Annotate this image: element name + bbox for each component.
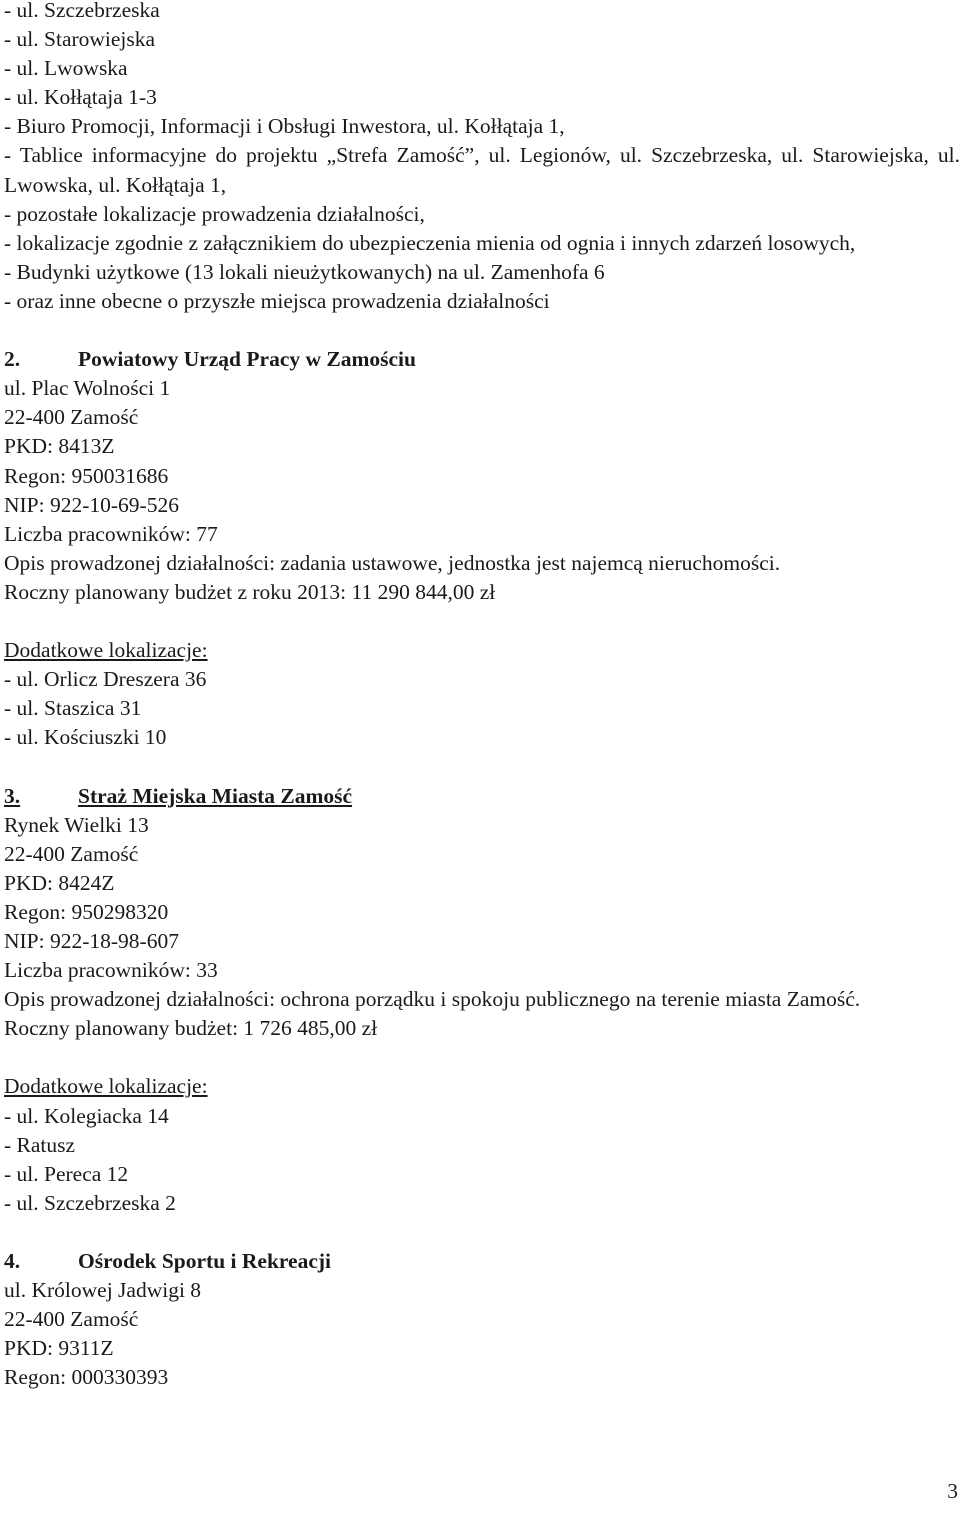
nip: NIP: 922-18-98-607 [4, 929, 179, 953]
intro-line: - ul. Starowiejska [4, 27, 156, 52]
section-straz-miejska [4, 782, 960, 1218]
section-number: 4. [4, 1249, 21, 1274]
pkd: PKD: 9311Z [4, 1336, 114, 1361]
nip: NIP: 922-10-69-526 [4, 492, 179, 517]
intro-line: - ul. Lwowska [4, 56, 128, 81]
section-heading [4, 345, 960, 374]
employees: Liczba pracowników: 77 [4, 521, 218, 546]
city: 22-400 Zamość [4, 405, 139, 430]
regon: Regon: 950298320 [4, 899, 169, 924]
budget: Roczny planowany budżet: 1 726 485,00 zł [4, 1016, 378, 1041]
section-osrodek-sportu [4, 1247, 960, 1392]
section-number: 3. [4, 783, 21, 808]
intro-line: - pozostałe lokalizacje prowadzenia działalności, [4, 201, 425, 226]
document-page [4, 0, 960, 1393]
extra-locations-label: Dodatkowe lokalizacje: [4, 638, 208, 663]
intro-line: - ul. Kołłątaja 1-3 [4, 85, 157, 110]
extra-location: - ul. Orlicz Dreszera 36 [4, 667, 207, 692]
description: Opis prowadzonej działalności: zadania ustawowe, jednostka jest najemcą nieruchomości. [4, 550, 781, 575]
page-number: 3 [947, 1479, 958, 1503]
address: Rynek Wielki 13 [4, 812, 149, 837]
extra-location: - ul. Kościuszki 10 [4, 725, 167, 750]
intro-tablice-paragraph: - Tablice informacyjne do projektu „Strefa Zamość”, ul. Legionów, ul. Szczebrzeska, ul. Starowiejska, ul. Lwowska, ul. Kołłątaja 1, [4, 143, 960, 197]
intro-line: - Biuro Promocji, Informacji i Obsługi Inwestora, ul. Kołłątaja 1, [4, 114, 565, 139]
regon: Regon: 000330393 [4, 1365, 169, 1390]
intro-locations [4, 0, 960, 316]
section-powiatowy-urzad-pracy [4, 345, 960, 752]
section-title: Ośrodek Sportu i Rekreacji [78, 1249, 332, 1274]
section-heading [4, 782, 960, 811]
city: 22-400 Zamość [4, 841, 139, 866]
extra-location: - ul. Kolegiacka 14 [4, 1103, 169, 1128]
extra-location: - ul. Szczebrzeska 2 [4, 1190, 176, 1215]
address: ul. Plac Wolności 1 [4, 376, 171, 401]
section-heading [4, 1247, 960, 1276]
address: ul. Królowej Jadwigi 8 [4, 1278, 202, 1303]
intro-line: - Budynki użytkowe (13 lokali nieużytkowanych) na ul. Zamenhofa 6 [4, 259, 605, 284]
pkd: PKD: 8413Z [4, 434, 115, 459]
extra-location: - ul. Staszica 31 [4, 696, 142, 721]
intro-lokalizacje-paragraph: - lokalizacje zgodnie z załącznikiem do ubezpieczenia mienia od ognia i innych zdarzeń losowych, [4, 230, 856, 255]
intro-line: - oraz inne obecne o przyszłe miejsca prowadzenia działalności [4, 288, 550, 313]
extra-location: - Ratusz [4, 1132, 76, 1157]
city: 22-400 Zamość [4, 1307, 139, 1332]
regon: Regon: 950031686 [4, 463, 169, 488]
intro-line: - ul. Szczebrzeska [4, 0, 160, 22]
extra-locations-label: Dodatkowe lokalizacje: [4, 1074, 208, 1099]
employees: Liczba pracowników: 33 [4, 958, 218, 983]
pkd: PKD: 8424Z [4, 870, 115, 895]
budget: Roczny planowany budżet z roku 2013: 11 290 844,00 zł [4, 579, 496, 604]
section-title: Powiatowy Urząd Pracy w Zamościu [78, 347, 416, 372]
description: Opis prowadzonej działalności: ochrona porządku i spokoju publicznego na terenie miasta Zamość. [4, 987, 861, 1012]
section-title: Straż Miejska Miasta Zamość [78, 783, 353, 808]
section-number: 2. [4, 347, 21, 372]
extra-location: - ul. Pereca 12 [4, 1161, 129, 1186]
